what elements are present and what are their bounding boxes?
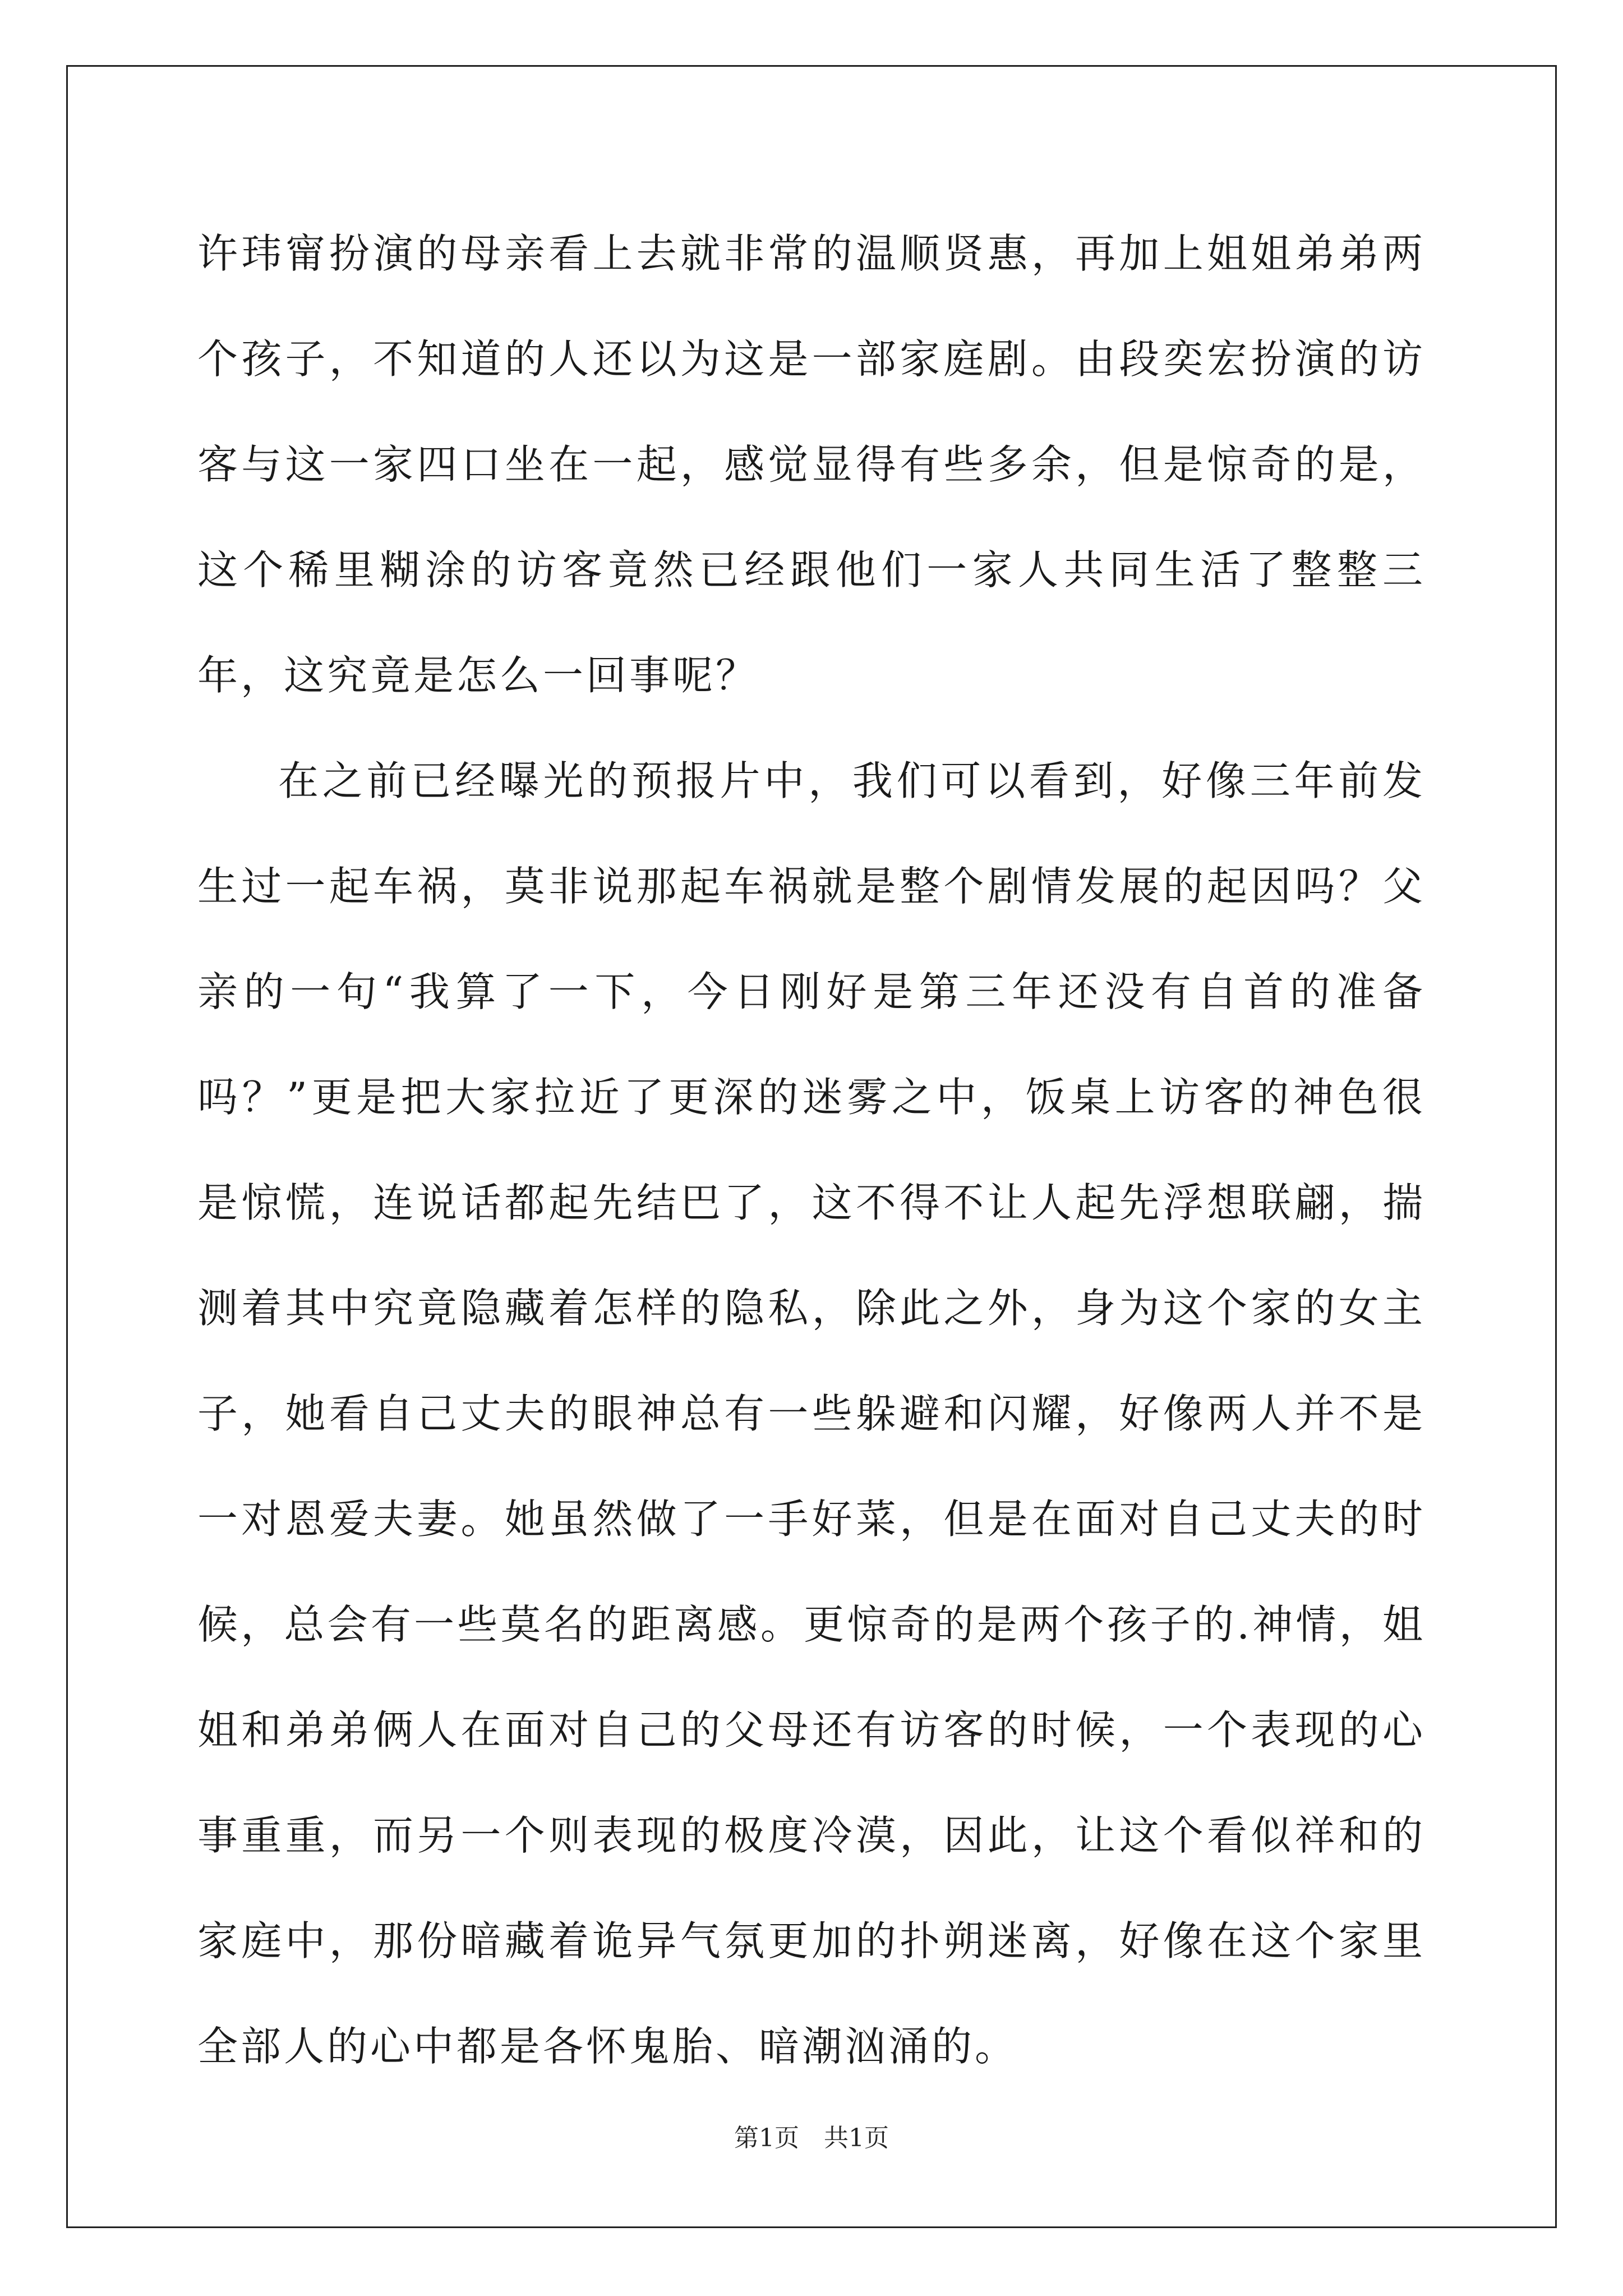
document-body	[197, 201, 1426, 2099]
paragraph-1: 许玮甯扮演的母亲看上去就非常的温顺贤惠，再加上姐姐弟弟两个孩子，不知道的人还以为这是一部家庭剧。由段奕宏扮演的访客与这一家四口坐在一起，感觉显得有些多余，但是惊奇的是，这个稀里糊涂的访客竟然已经跟他们一家人共同生活了整整三年，这究竟是怎么一回事呢？	[197, 230, 1426, 699]
page-footer: 第1页 共1页	[734, 2124, 889, 2152]
paragraph-2: 在之前已经曝光的预报片中，我们可以看到，好像三年前发生过一起车祸，莫非说那起车祸就是整个剧情发展的起因吗？父亲的一句“我算了一下，今日刚好是第三年还没有自首的准备吗？”更是把大家拉近了更深的迷雾之中，饭桌上访客的神色很是惊慌，连说话都起先结巴了，这不得不让人起先浮想联翩，揣测着其中究竟隐藏着怎样的隐私，除此之外，身为这个家的女主子，她看自己丈夫的眼神总有一些躲避和闪耀，好像两人并不是一对恩爱夫妻。她虽然做了一手好菜，但是在面对自己丈夫的时候，总会有一些莫名的距离感。更惊奇的是两个孩子的.神情，姐姐和弟弟俩人在面对自己的父母还有访客的时候，一个表现的心事重重，而另一个则表现的极度冷漠，因此，让这个看似祥和的家庭中，那份暗藏着诡异气氛更加的扑朔迷离，好像在这个家里全部人的心中都是各怀鬼胎、暗潮汹涌的。	[197, 757, 1426, 2070]
